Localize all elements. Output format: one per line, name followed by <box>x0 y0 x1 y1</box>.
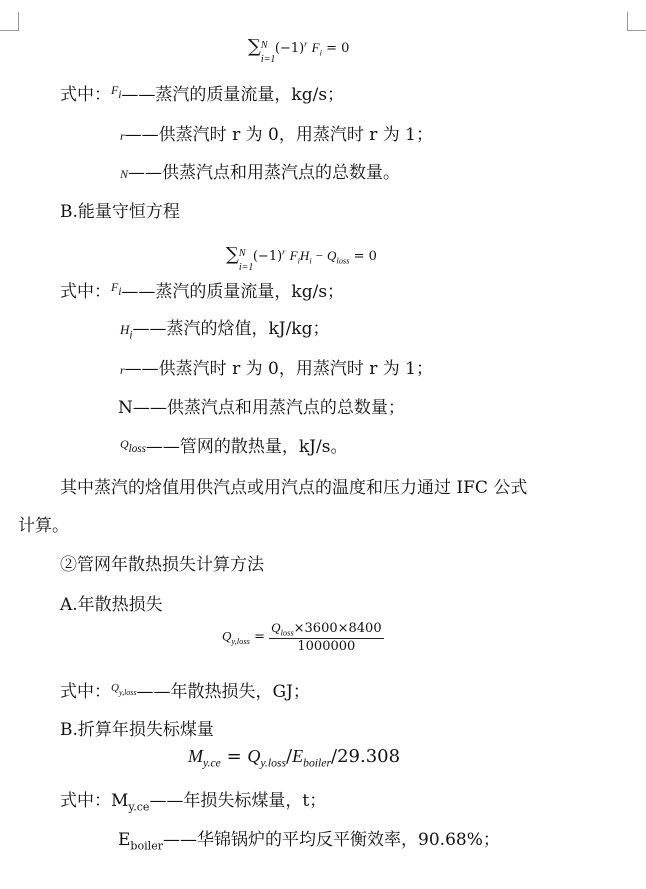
eq1-symbol-sub: i <box>319 47 322 58</box>
eq4-e: E <box>292 746 304 766</box>
def-text: ——供蒸汽时 r 为 0，用蒸汽时 r 为 1； <box>124 359 433 379</box>
equation-annual-loss <box>222 620 384 654</box>
sum-lower-limit: i=1 <box>260 54 276 65</box>
def-symbol: F <box>111 83 119 97</box>
def-text: ——供蒸汽时 r 为 0，用蒸汽时 r 为 1； <box>124 125 433 145</box>
eq4-slash: / <box>286 746 293 767</box>
def2-row-4 <box>120 436 347 464</box>
paragraph-ifc-line2: 计算。 <box>18 516 69 536</box>
def-symbol-sub: boiler <box>130 839 164 853</box>
def-label: 式中： <box>60 85 111 105</box>
sum-lower-limit: i=1 <box>238 262 254 273</box>
eq2-symbol-q-sub: loss <box>336 255 350 266</box>
eq3-denominator: 1000000 <box>297 638 356 654</box>
eq4-q: Q <box>247 746 261 766</box>
eq3-lhs-sub: y,loss <box>231 635 250 646</box>
def-text: ——蒸汽的焓值，kJ/kg； <box>132 319 330 339</box>
def-text: ——供蒸汽点和用蒸汽点的总数量； <box>132 398 405 418</box>
def-label: 式中： <box>60 682 111 702</box>
eq4-equals: = <box>220 746 248 767</box>
def3-row <box>60 681 310 710</box>
def-text: ——供蒸汽点和用蒸汽点的总数量。 <box>128 163 401 183</box>
eq2-symbol-h-sub: i <box>309 255 312 266</box>
eq4-e-sub: boiler <box>303 756 332 770</box>
section-heading-energy: B.能量守恒方程 <box>60 202 180 222</box>
eq1-exponent: r <box>304 38 308 49</box>
def4-row-0 <box>60 790 326 818</box>
eq3-num-rest: ×3600×8400 <box>293 621 382 636</box>
def-symbol-sub: y,loss <box>118 688 137 698</box>
def-symbol: N <box>120 167 129 181</box>
eq3-equals: = <box>254 629 265 645</box>
eq2-rhs: = 0 <box>349 249 377 264</box>
section-heading-coal-equivalent: B.折算年损失标煤量 <box>60 720 214 740</box>
def-symbol: F <box>111 280 119 294</box>
def1-row-0 <box>60 84 344 112</box>
equation-coal-equivalent <box>188 746 400 770</box>
eq3-num-q-sub: loss <box>280 627 294 638</box>
eq3-lhs: Q <box>222 628 232 644</box>
eq4-tail: /29.308 <box>331 746 401 767</box>
eq2-symbol-f-sub: i <box>297 255 300 266</box>
eq1-term: (−1) <box>274 41 305 56</box>
eq4-m-sub: y.ce <box>203 756 221 770</box>
def2-row-2 <box>120 358 433 381</box>
sum-upper-limit: N <box>238 248 246 259</box>
def-label: 式中： <box>60 282 111 302</box>
sum-upper-limit: N <box>260 40 268 51</box>
eq3-num-q: Q <box>271 620 281 635</box>
eq2-symbol-f: F <box>289 248 298 263</box>
def-text: ——蒸汽的质量流量，kg/s； <box>121 282 345 302</box>
def-label: 式中： <box>60 791 111 811</box>
eq1-symbol: F <box>311 40 320 55</box>
equation-energy-balance: ∑ N i=1 $(-1)^r$ $F_iH_i - Q_{loss} = 0$ <box>226 244 377 273</box>
def-text: ——华锦锅炉的平均反平衡效率，90.68%； <box>163 830 500 850</box>
eq4-q-sub: y.loss <box>260 756 287 770</box>
eq2-symbol-h: H <box>299 248 310 263</box>
def-text: ——年散热损失，GJ； <box>136 682 310 702</box>
def-text: ——管网的散热量，kJ/s。 <box>145 437 348 457</box>
def2-row-3 <box>118 397 405 419</box>
eq1-rhs: = 0 <box>326 41 350 56</box>
def-symbol-sub: y.ce <box>128 800 150 814</box>
def-symbol: Q <box>111 682 119 694</box>
def1-row-2 <box>120 162 400 185</box>
def2-row-1 <box>120 318 330 346</box>
section-heading-annual-loss: A.年散热损失 <box>60 595 163 615</box>
def-text: ——年损失标煤量，t； <box>149 791 327 811</box>
def-symbol: H <box>120 322 130 337</box>
def-symbol: E <box>118 830 131 850</box>
def-text: ——蒸汽的质量流量，kg/s； <box>121 85 345 105</box>
def-symbol: Q <box>120 437 129 451</box>
def-symbol-sub: i <box>118 286 122 299</box>
paragraph-ifc-line1: 其中蒸汽的焓值用供汽点或用汽点的温度和压力通过 IFC 公式 <box>60 478 528 498</box>
def-symbol-sub: i <box>118 89 122 102</box>
def-symbol-sub: i <box>129 329 133 342</box>
eq2-term: (−1) <box>252 249 283 264</box>
eq4-m: M <box>188 746 203 766</box>
page-corner-mark-left <box>0 12 19 31</box>
equation-mass-balance: ∑ N i=1 $(-1)^r$ $F_i = 0$ <box>248 36 350 65</box>
page-corner-mark-right <box>627 12 646 31</box>
def-symbol: r <box>120 363 125 377</box>
def-symbol: r <box>120 129 125 143</box>
eq2-symbol-q: − Q <box>311 248 337 263</box>
def-symbol: M <box>111 791 129 811</box>
def-symbol-sub: loss <box>128 443 146 456</box>
def-symbol: N <box>118 398 133 418</box>
eq3-fraction <box>269 620 383 654</box>
eq2-exponent: r <box>282 246 286 257</box>
def1-row-1 <box>120 124 433 147</box>
def2-row-0 <box>60 281 344 309</box>
def4-row-1 <box>118 829 500 857</box>
section-heading-annual-heat-loss: ②管网年散热损失计算方法 <box>60 555 264 575</box>
